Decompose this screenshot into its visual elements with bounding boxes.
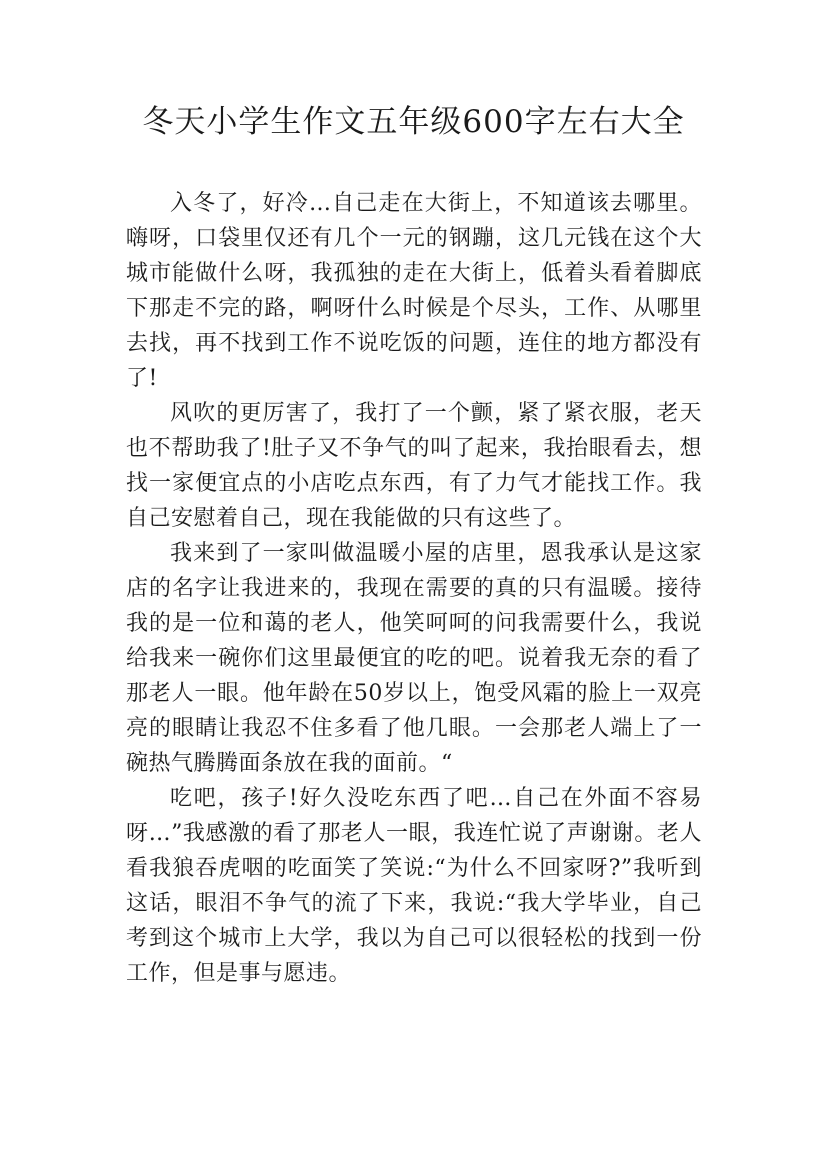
document-title: 冬天小学生作文五年级600字左右大全	[142, 104, 685, 140]
paragraph: 吃吧，孩子!好久没吃东西了吧…自己在外面不容易呀…”我感激的看了那老人一眼，我连忙说了声谢谢。老人看我狼吞虎咽的吃面笑了笑说:“为什么不回家呀?”我听到这话，眼泪不争气的流了下来，我说:“我大学毕业，自己考到这个城市上大学，我以为自己可以很轻松的找到一份工作，但是事与愿违。	[126, 786, 702, 986]
paragraph: 我来到了一家叫做温暖小屋的店里，恩我承认是这家店的名字让我进来的，我现在需要的真的只有温暖。接待我的是一位和蔼的老人，他笑呵呵的问我需要什么，我说给我来一碗你们这里最便宜的吃的吧。说着我无奈的看了那老人一眼。他年龄在50岁以上，饱受风霜的脸上一双亮亮的眼睛让我忍不住多看了他几眼。一会那老人端上了一碗热气腾腾面条放在我的面前。“	[126, 541, 702, 776]
paragraph: 风吹的更厉害了，我打了一个颤，紧了紧衣服，老天也不帮助我了!肚子又不争气的叫了起来，我抬眼看去，想找一家便宜点的小店吃点东西，有了力气才能找工作。我自己安慰着自己，现在我能做的只有这些了。	[126, 401, 702, 531]
document-body	[126, 186, 702, 991]
paragraph: 入冬了，好冷…自己走在大街上，不知道该去哪里。嗨呀，口袋里仅还有几个一元的钢蹦，这几元钱在这个大城市能做什么呀，我孤独的走在大街上，低着头看着脚底下那走不完的路，啊呀什么时候是个尽头，工作、从哪里去找，再不找到工作不说吃饭的问题，连住的地方都没有了!	[126, 191, 702, 391]
